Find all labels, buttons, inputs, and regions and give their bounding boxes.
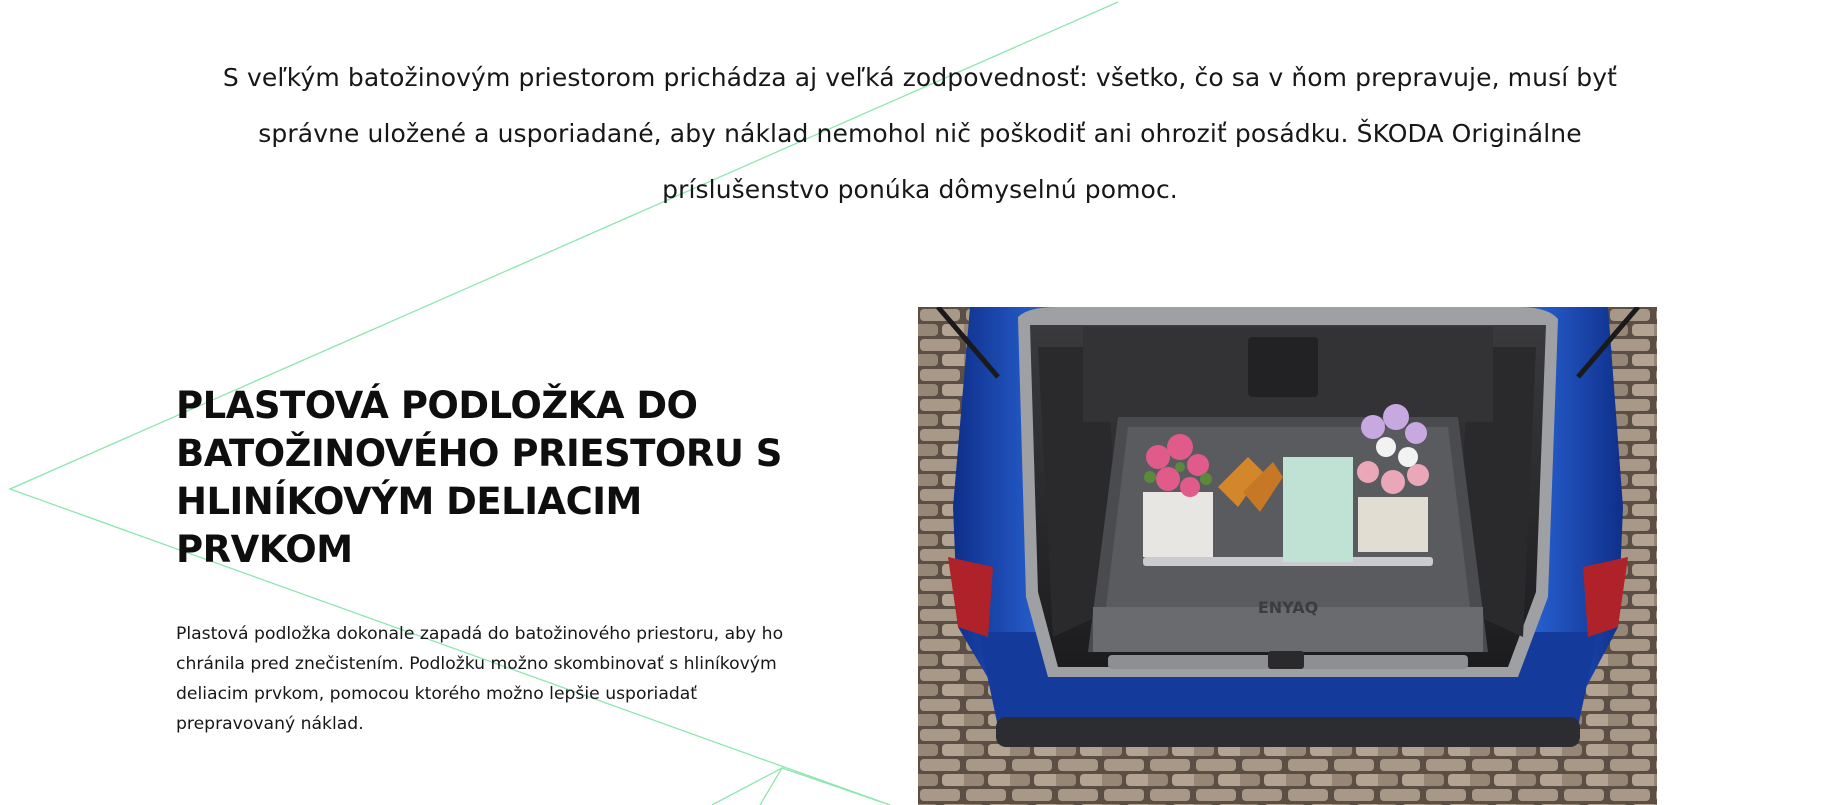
product-image [918,307,1657,805]
product-description: Plastová podložka dokonale zapadá do batožinového priestoru, aby ho chránila pred znečistením. Podložku možno skombinovať s hliníkovým deliacim prvkom, pomocou ktorého možno lepšie usporiadať prepravovaný náklad. [176,624,784,734]
mat-label: ENYAQ [1257,598,1319,617]
product-title: PLASTOVÁ PODLOŽKA DO BATOŽINOVÉHO PRIESTORU S HLINÍKOVÝM DELIACIM PRVKOM [176,384,782,571]
intro-paragraph: S veľkým batožinovým priestorom prichádza aj veľká zodpovednosť: všetko, čo sa v ňom prepravuje, musí byť správne uložené a usporiadané, aby náklad nemohol nič poškodiť ani ohroziť posádku. ŠKODA Originálne príslušenstvo ponúka dômyselnú pomoc. [222,63,1618,204]
